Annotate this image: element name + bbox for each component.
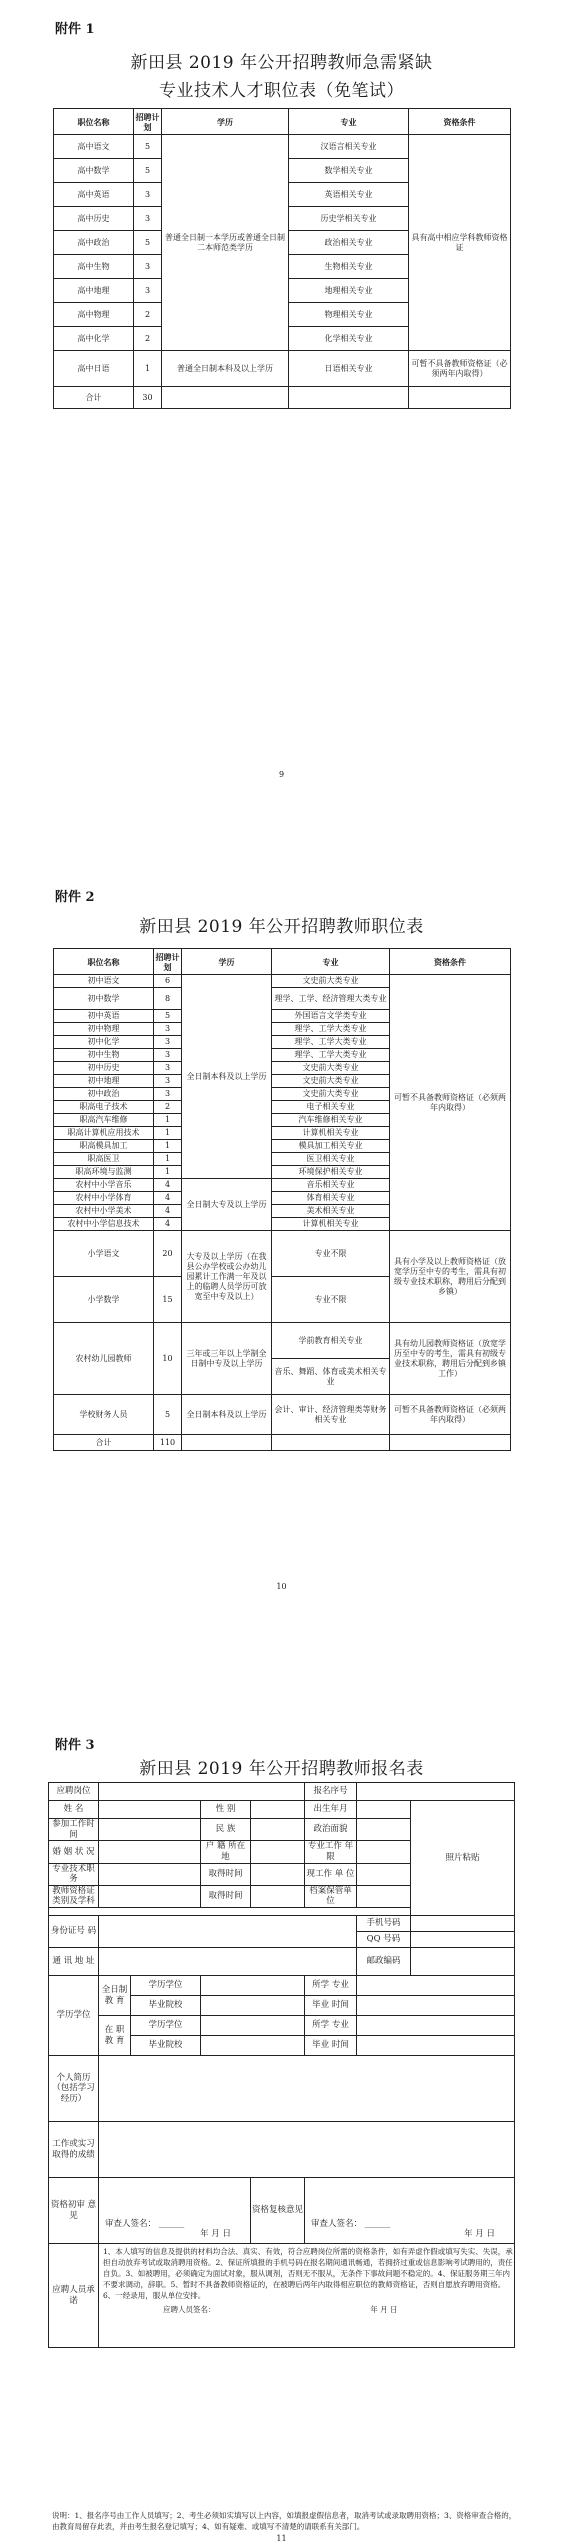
reg-no-label: 报名序号	[305, 1783, 357, 1801]
plan-count: 3	[154, 1088, 182, 1101]
position-name: 高中语文	[54, 135, 134, 159]
degree-label: 学历学位	[131, 2016, 201, 2036]
major-requirement: 汽车维修相关专业	[272, 1114, 390, 1127]
work-time-label: 参加工作时间	[49, 1819, 99, 1841]
resume-label: 个人简历（包括学习经历）	[49, 2056, 99, 2122]
review-date: 年 月 日	[200, 2229, 231, 2240]
tech-title-field[interactable]	[99, 1863, 201, 1885]
qualification-requirement: 可暂不具备教师资格证（必须两年内取得）	[390, 1395, 511, 1435]
position-name: 职高汽车维修	[54, 1114, 154, 1127]
position-name: 高中物理	[54, 303, 134, 327]
plan-count: 10	[154, 1323, 182, 1395]
plan-count: 3	[134, 183, 162, 207]
position-name: 高中日语	[54, 351, 134, 387]
name-field[interactable]	[99, 1801, 201, 1819]
qualification-requirement: 具有小学及以上教师资格证（放宽学历至中专的考生，需具有初级专业技术职称，聘用后分配到乡镇）	[390, 1231, 511, 1323]
footnote: 说明：1、报名序号由工作人员填写；2、考生必须如实填写以上内容，如填报虚假信息者，取消考试或录取聘用资格；3、资格审查合格的，由教育局留存此表，并由考生报名登记填写；4、如有疑难、或填写不清楚的请联系有关部门。	[52, 2511, 517, 2531]
qualification-requirement: 具有高中相应学科教师资格证	[409, 135, 511, 351]
position-name: 高中政治	[54, 231, 134, 255]
position-name: 初中英语	[54, 1010, 154, 1023]
plan-count: 3	[154, 1049, 182, 1062]
recheck-date: 年 月 日	[464, 2229, 495, 2240]
fulltime-degree-field[interactable]	[201, 1976, 305, 1996]
position-name: 高中生物	[54, 255, 134, 279]
recheck-label: 资格复核意见	[251, 2178, 305, 2244]
plan-count: 2	[134, 303, 162, 327]
achievements-field[interactable]	[99, 2122, 515, 2178]
major-requirement: 专业不限	[272, 1277, 390, 1323]
position-table-2	[53, 948, 511, 1451]
fulltime-grad-field[interactable]	[357, 1996, 515, 2016]
promise-content: 1、本人填写的信息及提供的材料均合法、真实、有效，符合应聘岗位所需的资格条件，如有弄虚作假或填写失实、失误，承担自动放弃考试或取消聘用资格。2、保证所填报的手机号码在报名期间通讯畅通，若拥挤过重或信息影响考试聘用的，责任自负。3、如被聘用，必须确定为面试对象，服从调剂，否则无不服从，无条件下事故问题不稳定的。4、保证服务期三年内不要求调动，辞职。5、暂时不具备教师资格证的，在被聘后两年内取得相应职位的教师资格证，否则自愿放弃聘用资格。6、一经录用，服从单位安排。	[103, 2247, 513, 2300]
page-title: 新田县 2019 年公开招聘教师急需紧缺	[130, 53, 433, 73]
plan-count: 2	[154, 1101, 182, 1114]
hukou-label: 户 籍 所在地	[201, 1841, 251, 1863]
promise-label: 应聘人员承诺	[49, 2244, 99, 2348]
major-label: 所学 专业	[305, 2016, 357, 2036]
position-name: 初中政治	[54, 1088, 154, 1101]
position-name: 初中生物	[54, 1049, 154, 1062]
plan-count: 1	[154, 1166, 182, 1179]
major-requirement: 计算机相关专业	[272, 1218, 390, 1231]
page-number: 11	[276, 2534, 287, 2543]
plan-count: 1	[154, 1153, 182, 1166]
major-requirement: 会计、审计、经济管理类等财务相关专业	[272, 1395, 390, 1435]
plan-count: 5	[154, 1395, 182, 1435]
address-field[interactable]	[99, 1948, 357, 1976]
major-label: 所学 专业	[305, 1976, 357, 1996]
nation-field[interactable]	[251, 1819, 305, 1841]
major-requirement: 化学相关专业	[289, 327, 409, 351]
tech-title-label: 专业技术职务	[49, 1863, 99, 1885]
major-requirement: 文史前大类专业	[272, 1088, 390, 1101]
plan-count: 2	[134, 327, 162, 351]
qq-field[interactable]	[411, 1932, 515, 1948]
parttime-grad-field[interactable]	[357, 2036, 515, 2056]
position-name: 初中物理	[54, 1023, 154, 1036]
position-name: 农村中小学体育	[54, 1192, 154, 1205]
major-requirement: 音乐相关专业	[272, 1179, 390, 1192]
attachment-label: 附件 3	[55, 1738, 95, 1753]
position-name: 高中英语	[54, 183, 134, 207]
parttime-label: 在 职 教 育	[99, 2016, 131, 2056]
work-time-field[interactable]	[99, 1819, 201, 1841]
header-cell: 专业	[289, 109, 409, 135]
major-requirement: 政治相关专业	[289, 231, 409, 255]
major-requirement: 汉语言相关专业	[289, 135, 409, 159]
major-requirement: 理学、工学大类专业	[272, 1036, 390, 1049]
grad-time-label: 毕业 时间	[305, 1996, 357, 2016]
plan-count: 5	[134, 135, 162, 159]
header-cell: 招聘计划	[154, 949, 182, 975]
politics-field[interactable]	[357, 1819, 411, 1841]
major-requirement: 地理相关专业	[289, 279, 409, 303]
get-time-field[interactable]	[251, 1863, 305, 1885]
plan-count: 1	[134, 351, 162, 387]
id-no-label: 身份证号 码	[49, 1916, 99, 1948]
position-name: 农村中小学美术	[54, 1205, 154, 1218]
teacher-cert-field[interactable]	[99, 1885, 201, 1907]
phone-label: 手机号码	[357, 1916, 411, 1932]
parttime-major-field[interactable]	[357, 2016, 515, 2036]
page-title: 新田县 2019 年公开招聘教师报名表	[139, 1759, 424, 1779]
position-name: 初中地理	[54, 1075, 154, 1088]
header-cell: 职位名称	[54, 109, 134, 135]
fulltime-major-field[interactable]	[357, 1976, 515, 1996]
registration-form	[48, 1782, 515, 2348]
parttime-school-field[interactable]	[201, 2036, 305, 2056]
current-work-label: 现工作 单 位	[305, 1863, 357, 1885]
applicant-sign-label: 应聘人员签名：	[163, 2305, 216, 2315]
major-requirement: 数学相关专业	[289, 159, 409, 183]
review-label: 资格初审 意 见	[49, 2178, 99, 2244]
page-number: 10	[276, 1582, 287, 1591]
marriage-label: 婚 姻 状 况	[49, 1841, 99, 1863]
teacher-cert-label: 教师资格证类别及学科	[49, 1885, 99, 1907]
position-name: 农村中小学信息技术	[54, 1218, 154, 1231]
header-cell: 学历	[162, 109, 289, 135]
education-requirement: 大专及以上学历（在我县公办学校或公办幼儿园累计工作满一年及以上的临聘人员学历可放宽至中专及以上）	[182, 1231, 272, 1323]
plan-count: 3	[154, 1036, 182, 1049]
position-name: 职高环境与监测	[54, 1166, 154, 1179]
major-requirement: 文史前大类专业	[272, 1075, 390, 1088]
qq-label: QQ 号码	[357, 1932, 411, 1948]
promise-text	[99, 2244, 515, 2348]
reg-no-field[interactable]	[357, 1783, 515, 1801]
total-row	[54, 387, 511, 409]
header-cell: 专业	[272, 949, 390, 975]
position-name: 农村中小学音乐	[54, 1179, 154, 1192]
position-name: 职高电子技术	[54, 1101, 154, 1114]
postcode-field[interactable]	[411, 1948, 515, 1976]
cert-time-label: 取得时间	[201, 1885, 251, 1907]
table-row	[54, 135, 511, 159]
gender-label: 性 别	[201, 1801, 251, 1819]
achievements-label: 工作或实习取得的成绩	[49, 2122, 99, 2178]
plan-count: 4	[154, 1179, 182, 1192]
position-name: 初中化学	[54, 1036, 154, 1049]
attachment-label: 附件 1	[55, 22, 95, 37]
file-place-field[interactable]	[357, 1885, 411, 1907]
education-requirement: 全日制本科及以上学历	[182, 1395, 272, 1435]
position-name: 高中地理	[54, 279, 134, 303]
education-requirement: 普通全日制一本学历或普通全日制二本师范类学历	[162, 135, 289, 351]
major-requirement: 英语相关专业	[289, 183, 409, 207]
position-name: 初中数学	[54, 988, 154, 1010]
major-years-field[interactable]	[357, 1841, 411, 1863]
education-requirement: 三年或三年以上学制全日制中专及以上学历	[182, 1323, 272, 1395]
fulltime-label: 全日制 教 育	[99, 1976, 131, 2016]
major-requirement: 体育相关专业	[272, 1192, 390, 1205]
plan-count: 3	[134, 255, 162, 279]
page-title: 新田县 2019 年公开招聘教师职位表	[139, 917, 424, 937]
position-name: 高中数学	[54, 159, 134, 183]
promise-date: 年 月 日	[370, 2305, 398, 2315]
qualification-requirement: 可暂不具备教师资格证（必须两年内取得）	[409, 351, 511, 387]
review-field[interactable]: 审查人签名： ______ 年 月 日	[99, 2178, 251, 2244]
position-name: 初中历史	[54, 1062, 154, 1075]
header-cell: 职位名称	[54, 949, 154, 975]
photo-area[interactable]: 照片粘贴	[411, 1801, 515, 1916]
page-2	[0, 880, 563, 1690]
id-no-field[interactable]	[99, 1916, 357, 1948]
attachment-label: 附件 2	[55, 890, 95, 905]
position-name: 小学数学	[54, 1277, 154, 1323]
major-requirement: 音乐、舞蹈、体育或美术相关专业	[272, 1359, 390, 1395]
major-requirement: 文史前大类专业	[272, 1062, 390, 1075]
major-requirement: 文史前大类专业	[272, 975, 390, 988]
plan-count: 8	[154, 988, 182, 1010]
major-requirement: 学前教育相关专业	[272, 1323, 390, 1359]
major-requirement: 电子相关专业	[272, 1101, 390, 1114]
qualification-requirement: 可暂不具备教师资格证（必须两年内取得）	[390, 975, 511, 1231]
postcode-label: 邮政编码	[357, 1948, 411, 1976]
reviewer-sign-label: 审查人签名：	[105, 2218, 157, 2229]
position-name: 学校财务人员	[54, 1395, 154, 1435]
page-1	[0, 0, 563, 790]
major-requirement: 日语相关专业	[289, 351, 409, 387]
grad-time-label: 毕业 时间	[305, 2036, 357, 2056]
name-label: 姓 名	[49, 1801, 99, 1819]
header-cell: 资格条件	[390, 949, 511, 975]
plan-count: 4	[154, 1205, 182, 1218]
recheck-sign-label: 审查人签名：	[311, 2218, 363, 2229]
total-label: 合计	[54, 1435, 154, 1451]
major-requirement: 专业不限	[272, 1231, 390, 1277]
major-requirement: 美术相关专业	[272, 1205, 390, 1218]
resume-field[interactable]	[99, 2056, 515, 2122]
birth-label: 出生年月	[305, 1801, 357, 1819]
plan-count: 1	[154, 1127, 182, 1140]
birth-field[interactable]	[357, 1801, 411, 1819]
plan-count: 20	[154, 1231, 182, 1277]
total-value: 110	[154, 1435, 182, 1451]
position-name: 职高医卫	[54, 1153, 154, 1166]
plan-count: 3	[154, 1075, 182, 1088]
major-requirement: 物理相关专业	[289, 303, 409, 327]
plan-count: 3	[154, 1023, 182, 1036]
major-requirement: 模具加工相关专业	[272, 1140, 390, 1153]
file-place-label: 档案保管单 位	[305, 1885, 357, 1907]
hukou-field[interactable]	[251, 1841, 305, 1863]
school-label: 毕业院校	[131, 1996, 201, 2016]
position-name: 职高计算机应用技术	[54, 1127, 154, 1140]
plan-count: 1	[154, 1114, 182, 1127]
position-name: 高中历史	[54, 207, 134, 231]
plan-count: 3	[134, 207, 162, 231]
position-name: 高中化学	[54, 327, 134, 351]
total-value: 30	[134, 387, 162, 409]
qualification-requirement: 具有幼儿园教师资格证（放宽学历至中专的考生，需具有初级专业技术职称，聘用后分配到乡镇工作）	[390, 1323, 511, 1395]
parttime-degree-field[interactable]	[201, 2016, 305, 2036]
plan-count: 3	[134, 279, 162, 303]
plan-count: 1	[154, 1140, 182, 1153]
plan-count: 4	[154, 1192, 182, 1205]
major-requirement: 历史学相关专业	[289, 207, 409, 231]
education-requirement: 普通全日制本科及以上学历	[162, 351, 289, 387]
post-label: 应聘岗位	[49, 1783, 99, 1801]
current-work-field[interactable]	[357, 1863, 411, 1885]
plan-count: 3	[154, 1062, 182, 1075]
position-name: 农村幼儿园教师	[54, 1323, 154, 1395]
politics-label: 政治面貌	[305, 1819, 357, 1841]
position-name: 小学语文	[54, 1231, 154, 1277]
major-requirement: 理学、工学大类专业	[272, 1023, 390, 1036]
education-requirement: 全日制本科及以上学历	[182, 975, 272, 1179]
position-name: 初中语文	[54, 975, 154, 988]
position-table-1	[53, 108, 511, 409]
address-label: 通 讯 地 址	[49, 1948, 99, 1976]
plan-count: 15	[154, 1277, 182, 1323]
major-requirement: 理学、工学大类专业	[272, 1049, 390, 1062]
total-label: 合计	[54, 387, 134, 409]
marriage-field[interactable]	[99, 1841, 201, 1863]
nation-label: 民 族	[201, 1819, 251, 1841]
phone-field[interactable]	[411, 1916, 515, 1932]
major-requirement: 环境保护相关专业	[272, 1166, 390, 1179]
plan-count: 4	[154, 1218, 182, 1231]
recheck-field[interactable]: 审查人签名： ______ 年 月 日	[305, 2178, 515, 2244]
education-requirement: 全日制大专及以上学历	[182, 1179, 272, 1231]
major-requirement: 医卫相关专业	[272, 1153, 390, 1166]
education-label: 学历学位	[49, 1976, 99, 2056]
gender-field[interactable]	[251, 1801, 305, 1819]
page-subtitle: 专业技术人才职位表（免笔试）	[159, 81, 404, 101]
plan-count: 5	[134, 231, 162, 255]
get-time-label: 取得时间	[201, 1863, 251, 1885]
major-requirement: 生物相关专业	[289, 255, 409, 279]
post-field[interactable]	[99, 1783, 305, 1801]
fulltime-school-field[interactable]	[201, 1996, 305, 2016]
major-requirement: 计算机相关专业	[272, 1127, 390, 1140]
page-number: 9	[278, 770, 285, 779]
header-cell: 资格条件	[409, 109, 511, 135]
page-3	[0, 1730, 563, 2546]
header-cell: 招聘计划	[134, 109, 162, 135]
table-row	[54, 351, 511, 387]
cert-time-field[interactable]	[251, 1885, 305, 1907]
position-name: 职高模具加工	[54, 1140, 154, 1153]
major-requirement: 理学、工学、经济管理大类专业	[272, 988, 390, 1010]
school-label: 毕业院校	[131, 2036, 201, 2056]
major-years-label: 专业工作 年 限	[305, 1841, 357, 1863]
degree-label: 学历学位	[131, 1976, 201, 1996]
major-requirement: 外国语言文学类专业	[272, 1010, 390, 1023]
plan-count: 6	[154, 975, 182, 988]
header-cell: 学历	[182, 949, 272, 975]
plan-count: 5	[134, 159, 162, 183]
plan-count: 5	[154, 1010, 182, 1023]
